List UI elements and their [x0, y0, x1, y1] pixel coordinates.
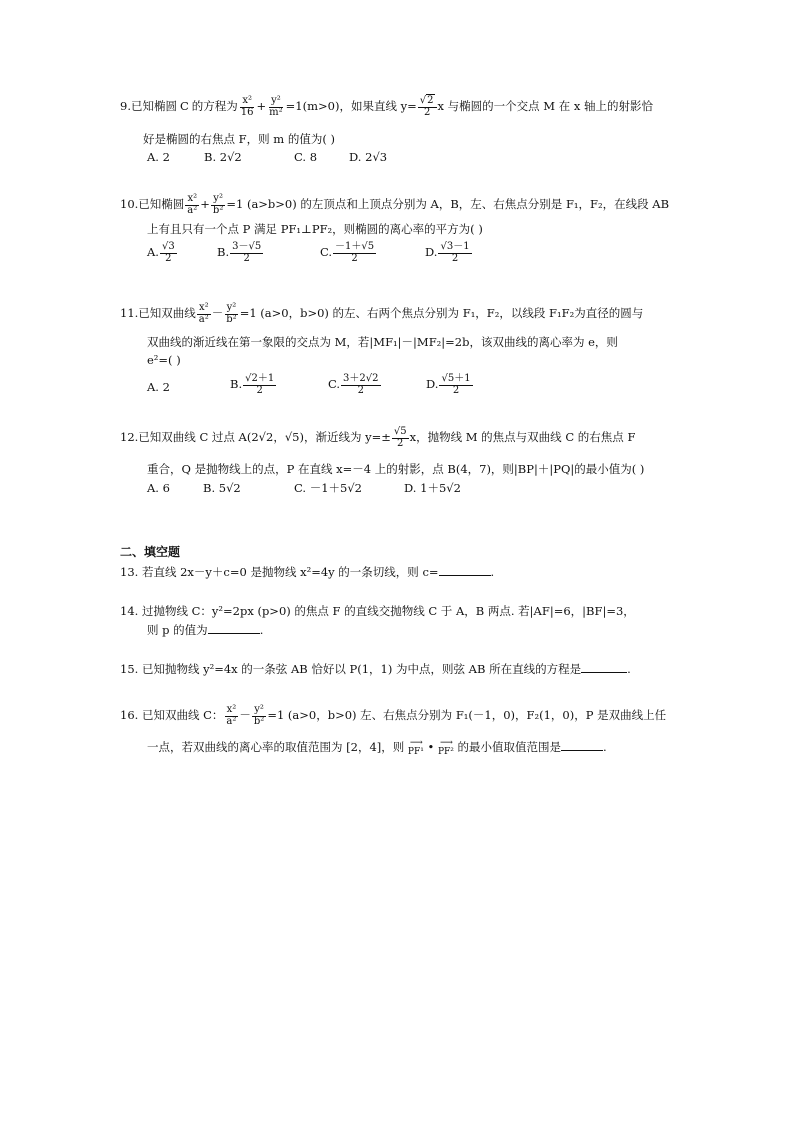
- option-b: B. $\frac{√2+1}{2}$: [230, 373, 275, 396]
- option-a: A. 2: [147, 380, 170, 394]
- option-d: D. $\frac{√5+1}{2}$: [426, 373, 471, 396]
- option-a: A. $\frac{√3}{2}$: [147, 241, 175, 264]
- fraction-x2-16: $\frac{\text{x²}}{16}$: [240, 95, 254, 118]
- answer-blank: [208, 623, 260, 634]
- question-11-line-2: 双曲线的渐近线在第一象限的交点为 M，若|MF₁|－|MF₂|=2b，该双曲线的离心率为 e，则: [147, 335, 618, 349]
- question-10-line-1: 10.已知椭圆 $\frac{\text{x²}}{\text{a²}}$ + $\frac{\text{y²}}{\text{b²}}$ =1 (a>b>0) 的左顶点和上顶点分别为 A，B，左、右焦点分别是 F₁，F₂，在线段 AB: [120, 193, 670, 216]
- question-9-line-1: 9.已知椭圆 C 的方程为 $\frac{\text{x²}}{16}$ + $\frac{\text{y²}}{\text{m²}}$ =1(m>0)，如果直线 y= $\frac{√2}{2}$ x 与椭圆的一个交点 M 在 x 轴上的射影恰: [120, 95, 654, 118]
- option-b: B. $\frac{3-√5}{2}$: [217, 241, 262, 264]
- question-15: 15. 已知抛物线 y²=4x 的一条弦 AB 恰好以 P(1，1) 为中点，则弦 AB 所在直线的方程是 .: [120, 662, 631, 676]
- fraction-sqrt5-2: $\frac{√5}{2}$: [393, 426, 407, 449]
- fraction-y2-b2: $\frac{\text{y²}}{\text{b²}}$: [226, 302, 237, 325]
- question-11-line-3: e²=( ): [147, 353, 181, 367]
- fraction-y2-b2: $\frac{\text{y²}}{\text{b²}}$: [212, 193, 224, 216]
- question-14-line-1: 14. 过抛物线 C：y²=2px (p>0) 的焦点 F 的直线交抛物线 C 于 A，B 两点. 若|AF|=6，|BF|=3，: [120, 604, 635, 618]
- option-d: D. 2√3: [349, 150, 388, 164]
- question-16-line-2: 一点，若双曲线的离心率的取值范围为 [2，4]，则 ⟶ PF¹ • ⟶ PF² 的最小值取值范围是 .: [147, 738, 607, 757]
- question-11-line-1: 11.已知双曲线 $\frac{\text{x²}}{\text{a²}}$ － $\frac{\text{y²}}{\text{b²}}$ =1 (a>0，b>0) 的左、右两个焦点分别为 F₁，F₂，以线段 F₁F₂为直径的圆与: [120, 302, 644, 325]
- question-10-line-2: 上有且只有一个点 P 满足 PF₁⊥PF₂，则椭圆的离心率的平方为( ): [147, 222, 483, 236]
- question-9-line-2: 好是椭圆的右焦点 F，则 m 的值为( ): [143, 132, 335, 146]
- question-16-line-1: 16. 已知双曲线 C： $\frac{\text{x²}}{\text{a²}}$ － $\frac{\text{y²}}{\text{b²}}$ =1 (a>0，b>0) 左、右焦点分别为 F₁(－1，0)，F₂(1，0)，P 是双曲线上任: [120, 704, 667, 727]
- fraction-sqrt2-2: $\frac{√2}{2}$: [418, 96, 437, 118]
- section-heading-fill-in: 二、填空题: [120, 545, 181, 559]
- question-14-line-2: 则 p 的值为 .: [147, 623, 264, 637]
- option-b: B. 2√2: [204, 150, 242, 164]
- fraction-x2-a2: $\frac{\text{x²}}{\text{a²}}$: [198, 302, 209, 325]
- question-12-line-2: 重合，Q 是抛物线上的点，P 在直线 x=－4 上的射影，点 B(4，7)，则|BP|＋|PQ|的最小值为( ): [147, 462, 645, 476]
- vector-pf2: ⟶ PF²: [437, 738, 454, 757]
- vector-pf1: ⟶ PF¹: [407, 738, 424, 757]
- fraction-y2-b2: $\frac{\text{y²}}{\text{b²}}$: [253, 704, 265, 727]
- option-c: C. －1＋5√2: [294, 481, 362, 495]
- fraction-x2-a2: $\frac{\text{x²}}{\text{a²}}$: [226, 704, 237, 727]
- answer-blank: [439, 565, 491, 576]
- fraction-y2-m2: $\frac{\text{y²}}{\text{m²}}$: [269, 95, 283, 118]
- option-d: D. 1＋5√2: [404, 481, 461, 495]
- question-12-line-1: 12.已知双曲线 C 过点 A(2√2，√5)，渐近线为 y=± $\frac{√5}{2}$ x，抛物线 M 的焦点与双曲线 C 的右焦点 F: [120, 426, 636, 449]
- fraction-x2-a2: $\frac{\text{x²}}{\text{a²}}$: [187, 193, 198, 216]
- option-a: A. 6: [147, 481, 170, 495]
- option-c: C. $\frac{3+2√2}{2}$: [328, 373, 379, 396]
- option-b: B. 5√2: [203, 481, 241, 495]
- option-c: C. $\frac{-1+√5}{2}$: [320, 241, 375, 264]
- question-13: 13. 若直线 2x－y＋c=0 是抛物线 x²=4y 的一条切线，则 c= .: [120, 565, 495, 579]
- option-c: C. 8: [294, 150, 318, 164]
- answer-blank: [581, 662, 627, 673]
- option-a: A. 2: [147, 150, 170, 164]
- answer-blank: [561, 740, 603, 751]
- option-d: D. $\frac{√3-1}{2}$: [425, 241, 470, 264]
